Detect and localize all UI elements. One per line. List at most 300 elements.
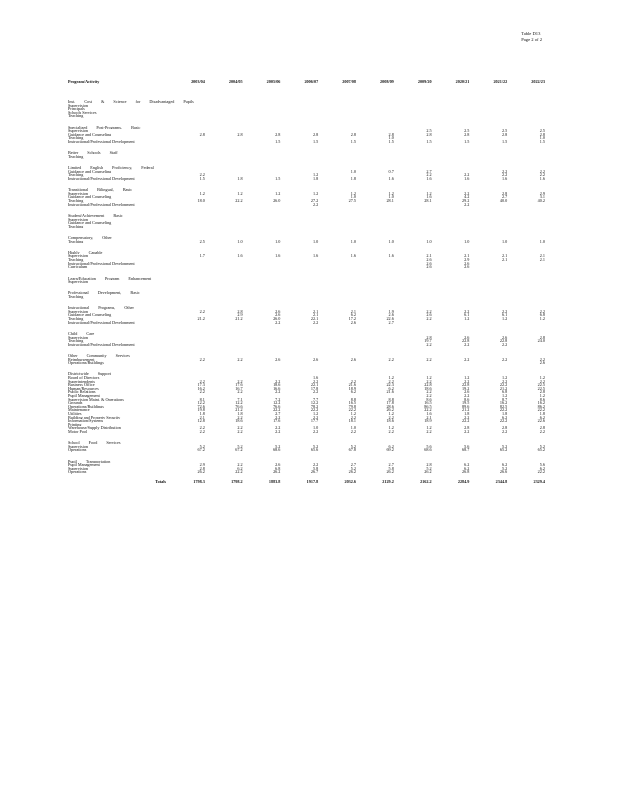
fte-value: 6.2 xyxy=(350,390,356,394)
fte-value: 2.2 xyxy=(237,357,243,362)
fte-value: 22.3 xyxy=(386,383,394,387)
spacer-row xyxy=(68,206,548,214)
fte-value: 1.5 xyxy=(199,176,205,181)
activity-label: Schools Services xyxy=(68,110,97,115)
fte-value: 86.2 xyxy=(537,404,545,409)
fte-value: 1.5 xyxy=(464,140,470,144)
fte-value: 2.7 xyxy=(275,411,281,416)
fte-value: 2.2 xyxy=(501,342,508,347)
fte-value: 2.8 xyxy=(199,466,205,471)
fte-value: 2.9 xyxy=(464,258,470,262)
column-header-year: 2022/23 xyxy=(531,80,545,84)
fte-value: 27.5 xyxy=(348,199,356,203)
fte-value: 22.2 xyxy=(499,408,508,412)
fte-value: 2.2 xyxy=(464,202,470,207)
fte-value: 2.8 xyxy=(501,426,508,430)
fte-value: 2.2 xyxy=(464,173,470,177)
program-group-title: Transitional Bilingual, Basic xyxy=(68,188,133,192)
fte-value: 2.2 xyxy=(275,379,281,384)
fte-value: 5.2 xyxy=(501,444,508,449)
fte-value: 1.6 xyxy=(237,254,243,259)
fte-value: 22.2 xyxy=(499,383,508,387)
fte-value: 2.6 xyxy=(464,265,470,269)
totals-row xyxy=(68,474,548,484)
fte-value: 2.2 xyxy=(275,320,281,325)
fte-value: 22.2 xyxy=(310,408,319,412)
total-value: 2162.2 xyxy=(420,479,432,484)
fte-value: 2.6 xyxy=(275,309,281,314)
fte-value: 22.2 xyxy=(348,408,356,412)
fte-value: 1.9 xyxy=(388,309,394,314)
fte-value: 21.2 xyxy=(235,408,243,412)
fte-value: 2.1 xyxy=(350,309,356,314)
fte-value: 5.6 xyxy=(539,463,545,467)
fte-value: 21.2 xyxy=(499,386,508,391)
table-header-row xyxy=(68,80,548,100)
fte-value: 2.2 xyxy=(237,426,243,430)
fte-value: 26.6 xyxy=(499,470,508,475)
fte-value: 18.0 xyxy=(197,199,205,203)
spacer-cell xyxy=(68,206,548,214)
activity-label: Curriculum xyxy=(68,265,88,269)
fte-value: 1.0 xyxy=(464,239,470,244)
fte-value: 2.8 xyxy=(426,463,432,467)
spacer-cell xyxy=(68,299,548,307)
activity-label: Superintendents xyxy=(68,379,95,384)
fte-value: 12.2 xyxy=(235,401,243,405)
fte-value: 8.1 xyxy=(199,397,205,402)
fte-value: 6.2 xyxy=(539,466,545,471)
fte-value: 2.2 xyxy=(388,429,394,434)
program-group-title: Instructional Programs, Other xyxy=(68,306,134,310)
fte-value: 2.2 xyxy=(312,320,319,325)
fte-value: 26.2 xyxy=(197,470,205,475)
fte-value: 5.8 xyxy=(312,466,319,471)
fte-value: 2.2 xyxy=(501,169,508,174)
fte-value: 27.2 xyxy=(310,199,319,203)
spacer-cell xyxy=(68,452,548,460)
fte-value: 22.2 xyxy=(537,470,545,475)
fte-value: 18.6 xyxy=(273,383,281,387)
activity-label: Motor Pool xyxy=(68,429,88,434)
staffing-table xyxy=(68,80,548,484)
fte-value: 2.8 xyxy=(501,132,508,137)
fte-value: 2.6 xyxy=(426,313,432,318)
spacer-row xyxy=(68,181,548,189)
fte-value: 5.2 xyxy=(426,466,432,471)
fte-value: 22.6 xyxy=(386,317,394,321)
fte-value: 2.2 xyxy=(312,379,319,384)
fte-value: 1.7 xyxy=(199,254,205,259)
fte-value: 2.9 xyxy=(539,191,545,196)
fte-value: 2.9 xyxy=(237,313,243,318)
activity-label: Human/Resources xyxy=(68,386,99,391)
fte-value: 12.2 xyxy=(310,401,319,405)
activity-label: Instructional/Professional Development xyxy=(68,176,135,181)
activity-label: Supervision xyxy=(68,254,89,259)
activity-label: Utilities xyxy=(68,411,82,416)
fte-value: 6.8 xyxy=(275,466,281,471)
spacer-cell xyxy=(68,159,548,167)
fte-value: 26.2 xyxy=(424,470,432,475)
program-group-title: Other Community Services xyxy=(68,353,130,358)
fte-value: 5.6 xyxy=(426,444,432,449)
activity-label: Guidance and Counseling xyxy=(68,313,112,318)
totals-label: Totals xyxy=(155,479,166,484)
fte-value: 1.8 xyxy=(312,176,319,181)
spacer-row xyxy=(68,434,548,442)
activity-label: Teaching xyxy=(68,136,84,141)
fte-value: 1.0 xyxy=(312,239,319,244)
fte-value: 2.2 xyxy=(501,379,508,384)
spacer-row xyxy=(68,159,548,167)
total-value: 2032.6 xyxy=(344,479,356,484)
fte-value: 2.2 xyxy=(275,415,281,420)
fte-value: 2.2 xyxy=(426,357,432,362)
spacer-row xyxy=(68,269,548,277)
fte-value: 1.2 xyxy=(539,394,545,398)
fte-value: 28.6 xyxy=(386,404,394,409)
fte-value: 2.2 xyxy=(312,390,319,394)
fte-value: 22.8 xyxy=(424,383,432,387)
fte-value: 2.7 xyxy=(501,195,508,200)
fte-value: 19.8 xyxy=(197,408,205,412)
fte-value: 29.2 xyxy=(462,199,470,203)
fte-value: 2.2 xyxy=(464,394,470,398)
fte-value: 1.5 xyxy=(312,140,319,144)
spacer-cell xyxy=(68,284,548,292)
fte-value: 2.8 xyxy=(539,335,545,340)
fte-value: 21.2 xyxy=(462,408,470,412)
fte-value: 2.2 xyxy=(539,173,545,177)
fte-value: 2.8 xyxy=(237,132,243,137)
fte-value: 2.7 xyxy=(426,169,432,174)
spacer-row xyxy=(68,452,548,460)
fte-value: 1.2 xyxy=(350,191,356,196)
fte-value: 2.5 xyxy=(539,129,545,133)
fte-value: 1.0 xyxy=(388,136,394,141)
fte-value: 2.2 xyxy=(388,379,394,384)
fte-value: 2.6 xyxy=(464,390,470,394)
fte-value: 19.2 xyxy=(462,386,470,391)
fte-value: 22.2 xyxy=(499,419,508,423)
fte-value: 22.2 xyxy=(273,408,281,412)
fte-value: 2.8 xyxy=(464,426,470,430)
fte-value: 22.8 xyxy=(499,339,508,343)
fte-value: 6.1 xyxy=(501,313,508,318)
activity-label: Operations xyxy=(68,470,87,475)
activity-label: Supervision xyxy=(68,191,89,196)
page-header xyxy=(521,31,542,43)
fte-value: 6.1 xyxy=(464,313,470,318)
activity-label: Board of Directors xyxy=(68,376,100,380)
activity-label: Supervision xyxy=(68,466,89,471)
fte-value: 2.6 xyxy=(426,258,432,262)
fte-value: 16.2 xyxy=(197,386,205,391)
fte-value: 2.8 xyxy=(426,335,432,340)
fte-value: 18.6 xyxy=(424,386,432,391)
fte-value: 12.2 xyxy=(197,401,205,405)
fte-value: 1.8 xyxy=(501,411,508,416)
total-value: 1917.8 xyxy=(306,479,319,484)
fte-value: 2.2 xyxy=(312,429,319,434)
fte-value: 2.5 xyxy=(199,239,205,244)
fte-value: 8.6 xyxy=(539,397,545,402)
fte-value: 1.0 xyxy=(350,239,356,244)
fte-value: 2.2 xyxy=(501,173,508,177)
fte-value: 2.2 xyxy=(464,309,470,314)
fte-value: 2.6 xyxy=(275,357,281,362)
fte-value: 1.2 xyxy=(426,376,432,380)
activity-label: Teaching xyxy=(68,199,84,203)
fte-value: 26.2 xyxy=(348,470,356,475)
fte-value: 22.2 xyxy=(424,408,432,412)
fte-value: 2.2 xyxy=(426,394,432,398)
fte-value: 2.9 xyxy=(199,463,205,467)
fte-value: 22.5 xyxy=(537,383,545,387)
fte-value: 2.2 xyxy=(350,429,356,434)
fte-value: 6.2 xyxy=(388,386,394,391)
column-header-year: 2020/21 xyxy=(455,80,470,84)
fte-value: 2.8 xyxy=(199,132,205,137)
fte-value: 2.2 xyxy=(237,390,243,394)
fte-value: 17.6 xyxy=(235,383,243,387)
fte-value: 1.5 xyxy=(539,140,545,144)
fte-value: 68.7 xyxy=(462,448,470,452)
fte-value: 18.9 xyxy=(424,419,432,423)
column-header-year: 2006/07 xyxy=(304,80,319,84)
fte-value: 2.6 xyxy=(350,320,356,325)
spacer-row xyxy=(68,228,548,236)
fte-value: 6.2 xyxy=(464,466,470,471)
fte-value: 2.6 xyxy=(426,265,432,269)
fte-value: 1.0 xyxy=(275,239,281,244)
program-group-title: Better Schools Staff xyxy=(68,151,118,155)
fte-value: 2.2 xyxy=(426,429,432,434)
fte-value: 16.5 xyxy=(348,401,356,405)
fte-value: 2.1 xyxy=(426,254,432,259)
total-value: 1798.3 xyxy=(193,479,205,484)
fte-value: 2.2 xyxy=(539,309,545,314)
fte-value: 68.6 xyxy=(424,448,432,452)
fte-value: 1.6 xyxy=(501,176,508,181)
fte-value: 1.8 xyxy=(237,176,243,181)
fte-value: 1.5 xyxy=(275,176,281,181)
fte-value: 6.8 xyxy=(501,390,508,394)
fte-value: 22.6 xyxy=(537,419,545,423)
fte-value: 16.5 xyxy=(424,401,432,405)
fte-value: 2.1 xyxy=(199,415,205,420)
fte-value: 86.5 xyxy=(424,404,432,409)
fte-value: 2.2 xyxy=(464,379,470,384)
page-number: Page 2 of 2 xyxy=(521,37,542,42)
fte-value: 1.8 xyxy=(237,411,243,416)
fte-value: 2.2 xyxy=(539,379,545,384)
fte-value: 2.8 xyxy=(312,132,319,137)
fte-value: 5.8 xyxy=(388,466,394,471)
fte-value: 76.6 xyxy=(273,404,281,409)
fte-value: 1.2 xyxy=(237,191,243,196)
fte-value: 65.6 xyxy=(310,448,319,452)
fte-value: 1.5 xyxy=(388,140,394,144)
fte-value: 2.2 xyxy=(539,169,545,174)
column-header-year: 2005/06 xyxy=(266,80,281,84)
fte-value: 2.2 xyxy=(199,390,205,394)
fte-value: 2.6 xyxy=(388,313,394,318)
fte-value: 6.2 xyxy=(237,466,243,471)
fte-value: 2.6 xyxy=(312,357,319,362)
fte-value: 1.2 xyxy=(539,376,545,380)
fte-value: 1.2 xyxy=(350,411,356,416)
fte-value: 1.5 xyxy=(275,140,281,144)
fte-value: 17.8 xyxy=(386,401,394,405)
fte-value: 7.7 xyxy=(312,397,319,402)
fte-value: 22.5 xyxy=(537,386,545,391)
fte-value: 2.6 xyxy=(539,361,545,365)
total-value: 1798.2 xyxy=(231,479,243,484)
program-group-title: Inst. Cost & Science for Disadvantaged Pupils xyxy=(68,100,194,104)
fte-value: 22.8 xyxy=(462,383,470,387)
activity-label: Instructional/Professional Development xyxy=(68,320,135,325)
column-header-year: 2004/05 xyxy=(228,80,243,84)
fte-value: 1.6 xyxy=(275,254,281,259)
program-group-title: Student/Achievement Basic xyxy=(68,213,123,218)
fte-value: 1.2 xyxy=(312,173,319,177)
fte-value: 5.2 xyxy=(312,444,319,449)
fte-value: 5.2 xyxy=(199,444,205,449)
fte-value: 2.2 xyxy=(199,379,205,384)
fte-value: 3.1 xyxy=(539,195,545,200)
fte-value: 2.8 xyxy=(539,426,545,430)
fte-value: 26.0 xyxy=(273,317,281,321)
activity-label: Teaching xyxy=(68,224,84,229)
activity-label: Supervision Maint. & Operations xyxy=(68,397,124,402)
fte-value: 1.0 xyxy=(237,239,243,244)
fte-value: 1.2 xyxy=(388,426,394,430)
fte-value: 2.6 xyxy=(464,261,470,266)
fte-value: 2.2 xyxy=(426,317,432,321)
spacer-row xyxy=(68,144,548,152)
fte-value: 2.2 xyxy=(237,379,243,384)
spacer-cell xyxy=(68,434,548,442)
fte-value: 6.2 xyxy=(501,415,508,420)
fte-value: 2.2 xyxy=(275,390,281,394)
fte-value: 2.7 xyxy=(350,463,356,467)
fte-value: 2.2 xyxy=(275,429,281,434)
fte-value: 1.0 xyxy=(426,239,432,244)
fte-value: 2.2 xyxy=(501,429,508,434)
activity-label: Teaching xyxy=(68,239,84,244)
activity-label: Instructional/Professional Development xyxy=(68,342,135,347)
fte-value: 1.8 xyxy=(464,411,470,416)
fte-value: 18.1 xyxy=(348,419,356,423)
fte-value: 1.6 xyxy=(312,254,319,259)
fte-value: 2.1 xyxy=(464,254,470,259)
fte-value: 2.8 xyxy=(539,390,545,394)
activity-label: Teaching xyxy=(68,294,84,299)
activity-label: Principals xyxy=(68,107,85,111)
spacer-cell xyxy=(68,269,548,277)
fte-value: 40.2 xyxy=(537,199,545,203)
activity-label: Printing xyxy=(68,422,82,427)
fte-value: 82.5 xyxy=(499,404,508,409)
fte-value: 6.2 xyxy=(388,444,394,449)
fte-value: 22.2 xyxy=(537,408,545,412)
fte-value: 2.2 xyxy=(199,429,205,434)
activity-label: Public Relations xyxy=(68,390,96,394)
fte-value: 19.7 xyxy=(424,339,432,343)
fte-value: 1.6 xyxy=(350,254,356,259)
fte-value: 5.2 xyxy=(350,444,356,449)
fte-value: 2.6 xyxy=(464,335,470,340)
fte-value: 12.2 xyxy=(273,401,281,405)
activity-label: Guidance and Counseling xyxy=(68,195,112,200)
fte-value: 2.5 xyxy=(464,129,470,133)
fte-value: 22.2 xyxy=(235,199,243,203)
fte-value: 22.1 xyxy=(310,383,319,387)
fte-value: 2.2 xyxy=(350,415,356,420)
fte-value: 2.6 xyxy=(350,357,356,362)
activity-label: Guidance and Counseling xyxy=(68,221,112,225)
fte-value: 2.2 xyxy=(237,415,243,420)
fte-value: 1.2 xyxy=(388,191,394,196)
fte-value: 2.7 xyxy=(388,320,394,325)
fte-value: 1.0 xyxy=(350,195,356,200)
fte-value: 2.1 xyxy=(501,254,508,259)
fte-value: 1.2 xyxy=(501,394,508,398)
activity-label: Reimbursement xyxy=(68,357,95,362)
fte-value: 2.1 xyxy=(312,313,319,318)
fte-value: 26.2 xyxy=(386,470,394,475)
fte-value: 2.2 xyxy=(199,357,205,362)
fte-value: 1.2 xyxy=(501,376,508,380)
fte-value: 2.6 xyxy=(501,335,508,340)
program-group-title: Compensatory, Other xyxy=(68,235,112,240)
fte-value: 6.2 xyxy=(350,313,356,318)
fte-value: 22.2 xyxy=(462,419,470,423)
activity-label: Instructional/Professional Development xyxy=(68,202,135,207)
fte-value: 21.2 xyxy=(235,317,243,321)
fte-value: 6.8 xyxy=(539,313,545,318)
total-value: 2329.4 xyxy=(533,479,545,484)
fte-value: 1.0 xyxy=(388,239,394,244)
fte-value: 5.2 xyxy=(350,466,356,471)
activity-label: Supervision xyxy=(68,444,89,449)
fte-value: 8.6 xyxy=(426,397,432,402)
spacer-cell xyxy=(68,346,548,354)
fte-value: 2.2 xyxy=(426,173,432,177)
fte-value: 26.2 xyxy=(273,470,281,475)
fte-value: 40.0 xyxy=(499,199,508,203)
fte-value: 2.6 xyxy=(275,313,281,318)
fte-value: 18.6 xyxy=(386,419,394,423)
fte-value: 17.3 xyxy=(197,383,205,387)
fte-value: 2.2 xyxy=(388,415,394,420)
fte-value: 1.6 xyxy=(426,411,432,416)
activity-label: Warehouse/Supply Distribution xyxy=(68,426,121,430)
fte-value: 22.2 xyxy=(235,470,243,475)
fte-value: 1.6 xyxy=(388,254,394,259)
spacer-cell xyxy=(68,228,548,236)
fte-value: 68.6 xyxy=(273,448,281,452)
fte-value: 22.1 xyxy=(310,317,319,321)
fte-value: 8.7 xyxy=(501,397,508,402)
fte-value: 1.2 xyxy=(426,191,432,196)
fte-value: 0.7 xyxy=(388,169,394,174)
fte-value: 18.6 xyxy=(235,419,243,423)
fte-value: 16.7 xyxy=(235,386,243,391)
fte-value: 2.2 xyxy=(426,342,432,347)
